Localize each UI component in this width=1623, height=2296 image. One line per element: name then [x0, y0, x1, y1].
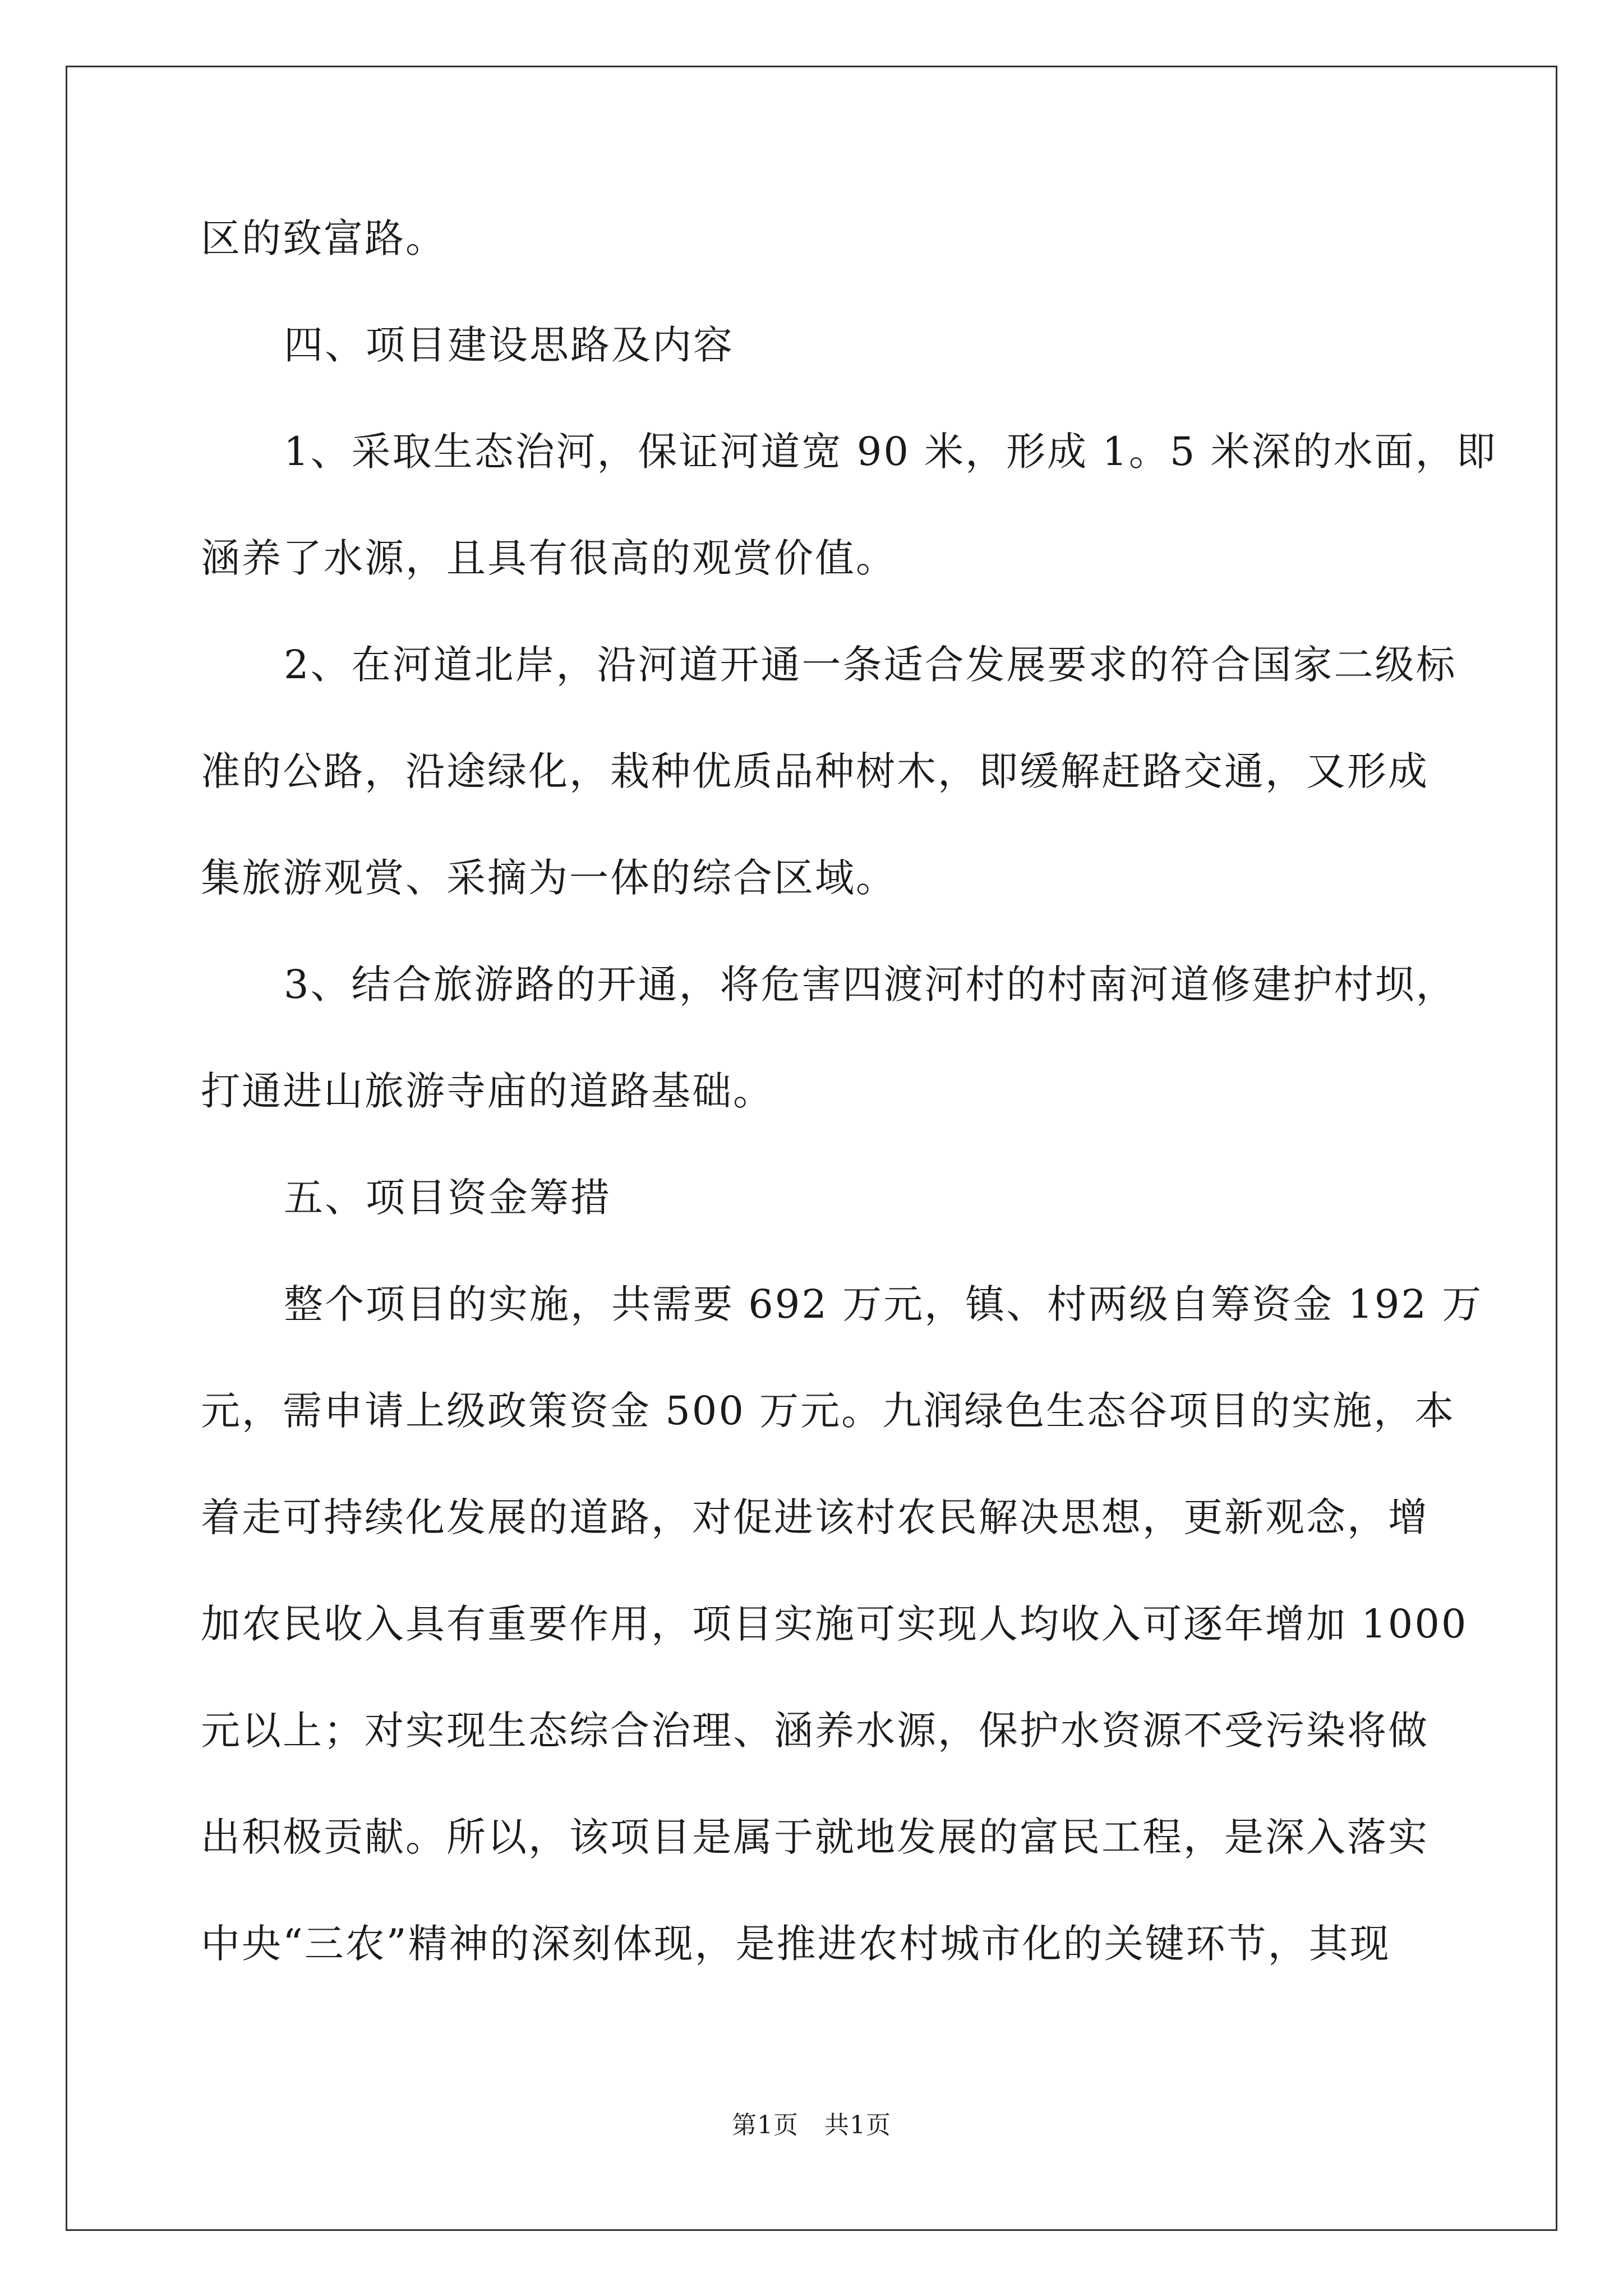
text-line: 元以上；对实现生态综合治理、涵养水源，保护水资源不受污染将做	[201, 1708, 1429, 1754]
section-heading: 四、项目建设思路及内容	[284, 322, 734, 368]
text-line: 准的公路，沿途绿化，栽种优质品种树木，即缓解赶路交通，又形成	[201, 748, 1429, 794]
text-line: 2、在河道北岸，沿河道开通一条适合发展要求的符合国家二级标	[284, 642, 1457, 688]
page-total: 共1页	[824, 2111, 891, 2139]
page-number: 第1页	[732, 2111, 799, 2139]
text-line: 区的致富路。	[201, 215, 446, 261]
text-line: 打通进山旅游寺庙的道路基础。	[201, 1068, 774, 1114]
text-line: 中央“三农”精神的深刻体现，是推进农村城市化的关键环节，其现	[201, 1921, 1391, 1967]
text-line: 涵养了水源，且具有很高的观赏价值。	[201, 535, 897, 581]
page-footer	[0, 2105, 1623, 2141]
text-line: 出积极贡献。所以，该项目是属于就地发展的富民工程，是深入落实	[201, 1814, 1429, 1860]
text-line: 着走可持续化发展的道路，对促进该村农民解决思想，更新观念，增	[201, 1494, 1429, 1540]
text-line: 元，需申请上级政策资金 500 万元。九润绿色生态谷项目的实施，本	[201, 1388, 1456, 1434]
section-heading: 五、项目资金筹措	[284, 1175, 611, 1221]
text-line: 整个项目的实施，共需要 692 万元，镇、村两级自筹资金 192 万	[284, 1281, 1483, 1327]
text-line: 加农民收入具有重要作用，项目实施可实现人均收入可逐年增加 1000	[201, 1601, 1468, 1647]
text-line: 3、结合旅游路的开通，将危害四渡河村的村南河道修建护村坝，	[284, 961, 1457, 1007]
document-body	[201, 185, 1497, 1997]
text-line: 集旅游观赏、采摘为一体的综合区域。	[201, 855, 897, 901]
text-line: 1、采取生态治河，保证河道宽 90 米，形成 1。5 米深的水面，即	[284, 429, 1497, 475]
